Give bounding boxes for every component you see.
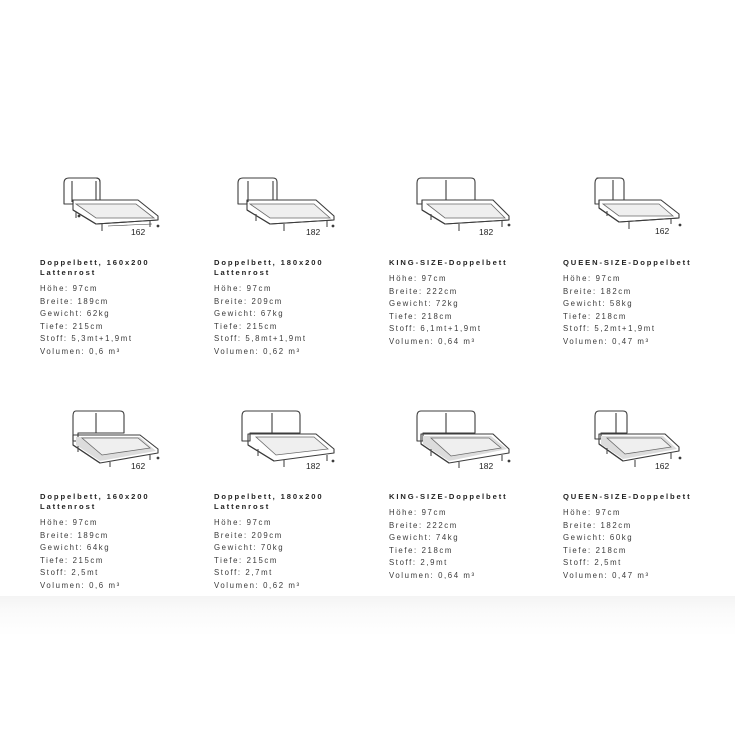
spec-width: Breite: 189cm [40,296,109,306]
spec-width: Breite: 222cm [389,520,458,530]
bed-drawing-flat [389,178,519,248]
spec-height: Höhe: 97cm [40,284,99,293]
spec-depth: Tiefe: 215cm [214,321,278,331]
spec-weight: Gewicht: 72kg [389,299,460,309]
spec-volume: Volumen: 0,47 m³ [563,570,650,580]
spec-depth: Tiefe: 218cm [389,545,453,555]
model-name: QUEEN-SIZE-Doppelbett [563,492,692,501]
spec-fabric: Stoff: 2,7mt [214,568,273,578]
spec-fabric: Stoff: 2,9mt [389,558,448,568]
spec-list [389,273,559,349]
spec-depth: Tiefe: 218cm [389,311,453,321]
spec-depth: Tiefe: 218cm [563,545,627,555]
model-name: Doppelbett, 160x200 Lattenrost [40,258,150,277]
spec-width: Breite: 182cm [563,286,632,296]
dimension-label: 182 [479,227,494,237]
model-name: Doppelbett, 180x200 Lattenrost [214,258,324,277]
spec-fabric: Stoff: 2,5mt [40,568,99,578]
spec-volume: Volumen: 0,62 m³ [214,580,301,590]
spec-weight: Gewicht: 70kg [214,543,285,553]
spec-height: Höhe: 97cm [389,508,448,517]
bed-drawing-flat [214,178,344,248]
spec-list [214,517,384,593]
dimension-label: 162 [655,461,670,471]
bed-drawing-framed [214,411,344,481]
spec-width: Breite: 209cm [214,296,283,306]
model-name: Doppelbett, 160x200 Lattenrost [40,492,150,511]
spec-weight: Gewicht: 60kg [563,533,634,543]
spec-height: Höhe: 97cm [40,518,99,527]
spec-depth: Tiefe: 218cm [563,311,627,321]
spec-height: Höhe: 97cm [563,274,622,283]
spec-volume: Volumen: 0,64 m³ [389,570,476,580]
spec-weight: Gewicht: 62kg [40,309,111,319]
spec-list [214,283,384,359]
bed-drawing-flat [563,178,693,248]
spec-list [389,507,559,583]
dimension-label: 162 [655,226,670,236]
spec-volume: Volumen: 0,47 m³ [563,336,650,346]
spec-height: Höhe: 97cm [563,508,622,517]
spec-volume: Volumen: 0,6 m³ [40,346,121,356]
dimension-label: 162 [131,227,146,237]
spec-weight: Gewicht: 74kg [389,533,460,543]
dimension-label: 182 [306,461,321,471]
spec-fabric: Stoff: 5,8mt+1,9mt [214,334,307,344]
spec-fabric: Stoff: 5,2mt+1,9mt [563,324,656,334]
spec-list [40,283,210,359]
spec-width: Breite: 189cm [40,530,109,540]
model-name: KING-SIZE-Doppelbett [389,492,508,501]
dimension-label: 182 [306,227,321,237]
spec-weight: Gewicht: 58kg [563,299,634,309]
bed-drawing-framed [40,411,170,481]
dimension-label: 162 [131,461,146,471]
spec-width: Breite: 222cm [389,286,458,296]
spec-list [563,507,733,583]
bed-drawing-framed [389,411,519,481]
page-bottom-fade [0,596,735,735]
spec-width: Breite: 182cm [563,520,632,530]
spec-depth: Tiefe: 215cm [214,555,278,565]
spec-volume: Volumen: 0,6 m³ [40,580,121,590]
spec-height: Höhe: 97cm [389,274,448,283]
spec-height: Höhe: 97cm [214,518,273,527]
spec-list [40,517,210,593]
spec-fabric: Stoff: 2,5mt [563,558,622,568]
spec-height: Höhe: 97cm [214,284,273,293]
spec-depth: Tiefe: 215cm [40,555,104,565]
bed-drawing-framed [563,411,693,481]
model-name: Doppelbett, 180x200 Lattenrost [214,492,324,511]
spec-volume: Volumen: 0,62 m³ [214,346,301,356]
model-name: QUEEN-SIZE-Doppelbett [563,258,692,267]
spec-weight: Gewicht: 67kg [214,309,285,319]
spec-list [563,273,733,349]
bed-drawing-flat [40,178,170,248]
spec-depth: Tiefe: 215cm [40,321,104,331]
spec-volume: Volumen: 0,64 m³ [389,336,476,346]
dimension-label: 182 [479,461,494,471]
spec-fabric: Stoff: 5,3mt+1,9mt [40,334,133,344]
spec-width: Breite: 209cm [214,530,283,540]
spec-fabric: Stoff: 6,1mt+1,9mt [389,324,482,334]
model-name: KING-SIZE-Doppelbett [389,258,508,267]
spec-weight: Gewicht: 64kg [40,543,111,553]
